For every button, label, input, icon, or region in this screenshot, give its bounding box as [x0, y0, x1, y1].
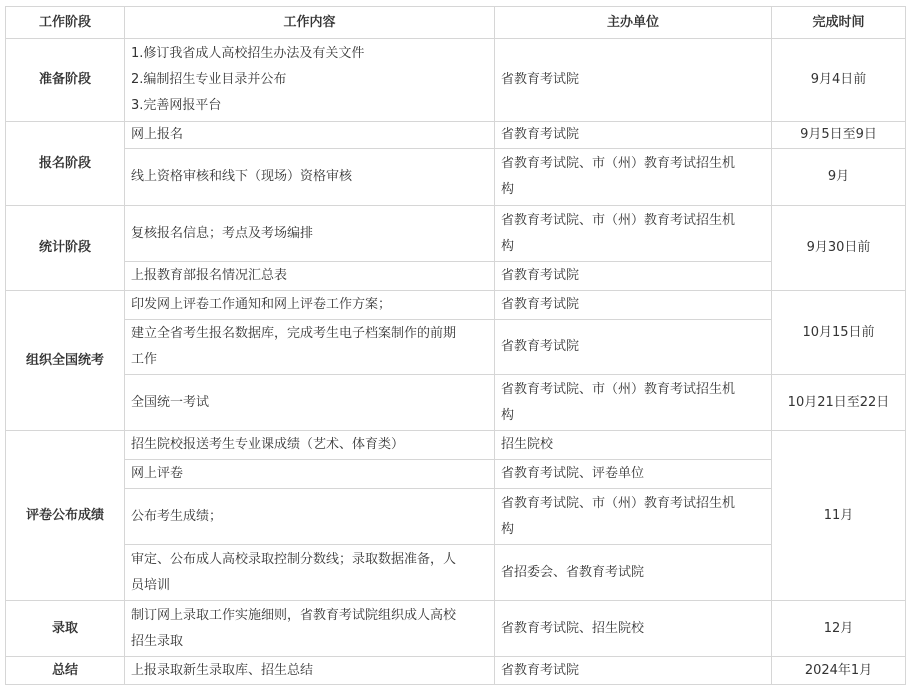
deadline-cell: 9月30日前 [772, 206, 906, 291]
content-cell: 上报教育部报名情况汇总表 [125, 262, 495, 291]
content-cell: 上报录取新生录取库、招生总结 [125, 657, 495, 685]
deadline-cell: 9月 [772, 149, 906, 206]
table-row [6, 601, 906, 657]
header-content: 工作内容 [125, 7, 495, 39]
content-cell: 复核报名信息；考点及考场编排 [125, 206, 495, 262]
header-row [6, 7, 906, 39]
organizer-cell: 省教育考试院 [495, 657, 772, 685]
content-line: 员培训 [131, 577, 171, 593]
table-row [6, 431, 906, 460]
content-line: 审定、公布成人高校录取控制分数线；录取数据准备，人 [131, 551, 457, 567]
organizer-line: 省教育考试院、市（州）教育考试招生机 [501, 381, 736, 397]
organizer-cell [495, 149, 772, 206]
organizer-cell: 省教育考试院 [495, 291, 772, 320]
content-line: 制订网上录取工作实施细则，省教育考试院组织成人高校 [131, 607, 457, 623]
content-line: 2.编制招生专业目录并公布 [131, 72, 287, 87]
table-row [6, 545, 906, 601]
organizer-line: 构 [501, 521, 515, 537]
organizer-cell [495, 489, 772, 545]
content-cell: 全国统一考试 [125, 375, 495, 431]
table-row [6, 206, 906, 262]
content-cell: 招生院校报送考生专业课成绩（艺术、体育类） [125, 431, 495, 460]
content-line: 建立全省考生报名数据库，完成考生电子档案制作的前期 [131, 326, 457, 341]
content-cell [125, 39, 495, 122]
content-line: 招生录取 [131, 633, 184, 649]
organizer-line: 构 [501, 182, 515, 197]
stage-stats: 统计阶段 [6, 206, 125, 291]
content-cell: 网上评卷 [125, 460, 495, 489]
content-line: 3.完善网报平台 [131, 98, 222, 113]
organizer-cell: 省教育考试院 [495, 262, 772, 291]
deadline-cell: 12月 [772, 601, 906, 657]
content-cell [125, 320, 495, 375]
organizer-cell: 省教育考试院、评卷单位 [495, 460, 772, 489]
table-row [6, 489, 906, 545]
content-line: 工作 [131, 352, 158, 367]
content-cell: 印发网上评卷工作通知和网上评卷工作方案； [125, 291, 495, 320]
stage-prep: 准备阶段 [6, 39, 125, 122]
stage-grading: 评卷公布成绩 [6, 431, 125, 601]
stage-exam: 组织全国统考 [6, 291, 125, 431]
organizer-line: 省教育考试院、市（州）教育考试招生机 [501, 156, 736, 171]
stage-admit: 录取 [6, 601, 125, 657]
organizer-cell [495, 375, 772, 431]
stage-signup: 报名阶段 [6, 122, 125, 206]
deadline-cell: 9月4日前 [772, 39, 906, 122]
content-cell: 公布考生成绩； [125, 489, 495, 545]
organizer-line: 构 [501, 238, 515, 254]
organizer-line: 构 [501, 407, 515, 423]
table-row [6, 291, 906, 320]
stage-summary: 总结 [6, 657, 125, 685]
schedule-table [5, 6, 906, 685]
organizer-cell: 招生院校 [495, 431, 772, 460]
table-row [6, 460, 906, 489]
table-row [6, 262, 906, 291]
organizer-cell: 省招委会、省教育考试院 [495, 545, 772, 601]
organizer-cell [495, 206, 772, 262]
content-line: 1.修订我省成人高校招生办法及有关文件 [131, 46, 365, 61]
organizer-cell: 省教育考试院 [495, 122, 772, 149]
content-cell: 网上报名 [125, 122, 495, 149]
header-organizer: 主办单位 [495, 7, 772, 39]
table-row [6, 320, 906, 375]
deadline-cell: 10月15日前 [772, 291, 906, 375]
organizer-cell: 省教育考试院、招生院校 [495, 601, 772, 657]
content-cell: 线上资格审核和线下（现场）资格审核 [125, 149, 495, 206]
table-row [6, 149, 906, 206]
table-row [6, 122, 906, 149]
deadline-cell: 2024年1月 [772, 657, 906, 685]
organizer-line: 省教育考试院、市（州）教育考试招生机 [501, 495, 736, 511]
organizer-cell: 省教育考试院 [495, 320, 772, 375]
header-deadline: 完成时间 [772, 7, 906, 39]
content-cell [125, 601, 495, 657]
table-row [6, 657, 906, 685]
header-stage: 工作阶段 [6, 7, 125, 39]
deadline-cell: 11月 [772, 431, 906, 601]
table-row [6, 375, 906, 431]
content-cell [125, 545, 495, 601]
deadline-cell: 9月5日至9日 [772, 122, 906, 149]
table-row [6, 39, 906, 122]
organizer-cell: 省教育考试院 [495, 39, 772, 122]
deadline-cell: 10月21日至22日 [772, 375, 906, 431]
organizer-line: 省教育考试院、市（州）教育考试招生机 [501, 212, 736, 228]
